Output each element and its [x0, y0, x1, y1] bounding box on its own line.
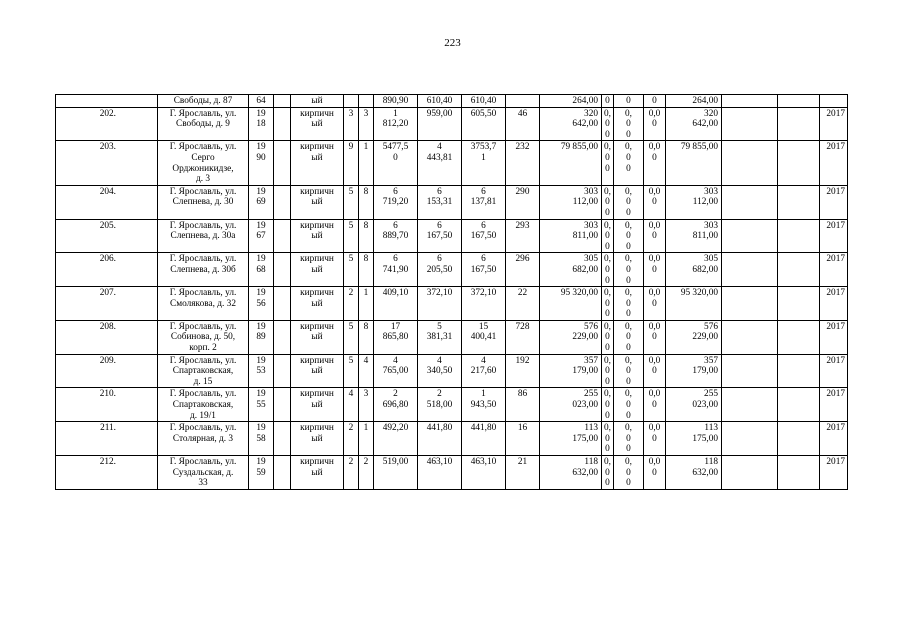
cell-living-area: 6 153,31: [418, 185, 462, 219]
cell-total-cost: 113 175,00: [666, 422, 722, 456]
cell-wall-material: кирпичн ый: [291, 107, 344, 141]
cell-floors: 5: [344, 219, 359, 253]
cell-cost-share-b: 0, 0 0: [614, 219, 644, 253]
cell-living-area: 2 518,00: [418, 388, 462, 422]
cell-floors: 5: [344, 354, 359, 388]
cell-entrances: 4: [359, 354, 374, 388]
cell-year-planned: 2017: [820, 456, 848, 490]
cell-blank-c: [778, 388, 820, 422]
cell-blank-b: [722, 107, 778, 141]
cell-year-planned: 2017: [820, 388, 848, 422]
cell-blank-c: [778, 185, 820, 219]
cell-wall-material: кирпичн ый: [291, 354, 344, 388]
cell-cost-share-c: 0,0 0: [644, 456, 666, 490]
cell-residential-area: 610,40: [462, 95, 506, 108]
table-row: [56, 95, 848, 108]
cell-cost: 255 023,00: [540, 388, 602, 422]
cell-living-area: 4 443,81: [418, 141, 462, 185]
cell-cost: 79 855,00: [540, 141, 602, 185]
cell-row-number: 208.: [56, 320, 158, 354]
cell-cost-share-b: 0, 0 0: [614, 141, 644, 185]
cell-cost-share-c: 0: [644, 95, 666, 108]
cell-blank-a: [274, 287, 291, 321]
cell-row-number: 212.: [56, 456, 158, 490]
table-row: [56, 141, 848, 185]
cell-residents: 21: [506, 456, 540, 490]
cell-year-built: 19 67: [249, 219, 274, 253]
cell-wall-material: кирпичн ый: [291, 456, 344, 490]
cell-blank-a: [274, 456, 291, 490]
table-row: [56, 107, 848, 141]
cell-residential-area: 4 217,60: [462, 354, 506, 388]
cell-entrances: 8: [359, 253, 374, 287]
cell-blank-b: [722, 141, 778, 185]
cell-blank-b: [722, 354, 778, 388]
cell-cost: 95 320,00: [540, 287, 602, 321]
cell-entrances: 1: [359, 287, 374, 321]
cell-cost-share-c: 0,0 0: [644, 388, 666, 422]
cell-residential-area: 605,50: [462, 107, 506, 141]
cell-residential-area: 6 167,50: [462, 253, 506, 287]
cell-residential-area: 6 167,50: [462, 219, 506, 253]
cell-entrances: 3: [359, 107, 374, 141]
cell-total-area: 6 719,20: [374, 185, 418, 219]
cell-cost-share-a: 0, 0 0: [602, 320, 614, 354]
cell-entrances: 8: [359, 185, 374, 219]
cell-year-planned: 2017: [820, 219, 848, 253]
cell-blank-b: [722, 287, 778, 321]
cell-cost-share-a: 0, 0 0: [602, 354, 614, 388]
cell-address: Г. Ярославль, ул. Слепнева, д. 30а: [158, 219, 249, 253]
table-row: [56, 422, 848, 456]
cell-cost: 576 229,00: [540, 320, 602, 354]
cell-blank-b: [722, 253, 778, 287]
cell-cost-share-b: 0, 0 0: [614, 354, 644, 388]
cell-wall-material: кирпичн ый: [291, 141, 344, 185]
cell-blank-a: [274, 219, 291, 253]
cell-total-area: 519,00: [374, 456, 418, 490]
cell-cost-share-a: 0, 0 0: [602, 456, 614, 490]
cell-wall-material: кирпичн ый: [291, 219, 344, 253]
cell-year-built: 64: [249, 95, 274, 108]
cell-floors: 2: [344, 456, 359, 490]
cell-cost-share-a: 0, 0 0: [602, 388, 614, 422]
cell-blank-a: [274, 141, 291, 185]
cell-total-cost: 320 642,00: [666, 107, 722, 141]
cell-total-area: 492,20: [374, 422, 418, 456]
cell-living-area: 441,80: [418, 422, 462, 456]
cell-year-built: 19 89: [249, 320, 274, 354]
cell-blank-a: [274, 185, 291, 219]
cell-total-area: 17 865,80: [374, 320, 418, 354]
cell-cost-share-c: 0,0 0: [644, 422, 666, 456]
cell-cost: 118 632,00: [540, 456, 602, 490]
cell-living-area: 6 167,50: [418, 219, 462, 253]
cell-total-cost: 118 632,00: [666, 456, 722, 490]
cell-residents: 192: [506, 354, 540, 388]
cell-row-number: 210.: [56, 388, 158, 422]
cell-cost: 357 179,00: [540, 354, 602, 388]
cell-blank-b: [722, 320, 778, 354]
cell-floors: 5: [344, 253, 359, 287]
cell-row-number: 204.: [56, 185, 158, 219]
cell-floors: 2: [344, 422, 359, 456]
table-row: [56, 219, 848, 253]
cell-cost: 113 175,00: [540, 422, 602, 456]
cell-living-area: 5 381,31: [418, 320, 462, 354]
cell-address: Свободы, д. 87: [158, 95, 249, 108]
cell-cost-share-b: 0, 0 0: [614, 185, 644, 219]
cell-wall-material: кирпичн ый: [291, 320, 344, 354]
cell-cost-share-a: 0, 0 0: [602, 287, 614, 321]
cell-residential-area: 1 943,50: [462, 388, 506, 422]
cell-cost-share-c: 0,0 0: [644, 141, 666, 185]
cell-blank-c: [778, 95, 820, 108]
cell-residents: 46: [506, 107, 540, 141]
cell-wall-material: кирпичн ый: [291, 253, 344, 287]
cell-cost-share-a: 0, 0 0: [602, 253, 614, 287]
cell-floors: 3: [344, 107, 359, 141]
cell-year-built: 19 69: [249, 185, 274, 219]
cell-residents: 296: [506, 253, 540, 287]
cell-floors: 4: [344, 388, 359, 422]
table-row: [56, 253, 848, 287]
cell-year-built: 19 90: [249, 141, 274, 185]
cell-residents: 290: [506, 185, 540, 219]
cell-blank-a: [274, 388, 291, 422]
table-row: [56, 320, 848, 354]
page-number: 223: [444, 37, 461, 49]
cell-entrances: 1: [359, 422, 374, 456]
cell-wall-material: кирпичн ый: [291, 422, 344, 456]
cell-address: Г. Ярославль, ул. Спартаковская, д. 15: [158, 354, 249, 388]
cell-residents: 293: [506, 219, 540, 253]
cell-year-built: 19 59: [249, 456, 274, 490]
cell-living-area: 372,10: [418, 287, 462, 321]
cell-entrances: 8: [359, 219, 374, 253]
cell-residential-area: 441,80: [462, 422, 506, 456]
cell-address: Г. Ярославль, ул. Спартаковская, д. 19/1: [158, 388, 249, 422]
cell-cost-share-b: 0, 0 0: [614, 253, 644, 287]
cell-residential-area: 3753,7 1: [462, 141, 506, 185]
cell-year-built: 19 53: [249, 354, 274, 388]
cell-cost-share-b: 0, 0 0: [614, 422, 644, 456]
cell-total-area: 6 889,70: [374, 219, 418, 253]
cell-living-area: 959,00: [418, 107, 462, 141]
cell-residential-area: 6 137,81: [462, 185, 506, 219]
cell-floors: 5: [344, 320, 359, 354]
cell-address: Г. Ярославль, ул. Слепнева, д. 30б: [158, 253, 249, 287]
cell-living-area: 463,10: [418, 456, 462, 490]
cell-year-planned: 2017: [820, 354, 848, 388]
cell-year-planned: 2017: [820, 253, 848, 287]
cell-residential-area: 372,10: [462, 287, 506, 321]
cell-year-planned: 2017: [820, 185, 848, 219]
cell-year-built: 19 68: [249, 253, 274, 287]
cell-cost-share-c: 0,0 0: [644, 320, 666, 354]
cell-address: Г. Ярославль, ул. Столярная, д. 3: [158, 422, 249, 456]
cell-year-planned: 2017: [820, 141, 848, 185]
cell-cost-share-b: 0, 0 0: [614, 388, 644, 422]
cell-blank-a: [274, 422, 291, 456]
cell-total-area: 409,10: [374, 287, 418, 321]
cell-row-number: 211.: [56, 422, 158, 456]
cell-cost-share-c: 0,0 0: [644, 287, 666, 321]
cell-blank-a: [274, 253, 291, 287]
cell-total-area: 4 765,00: [374, 354, 418, 388]
cell-floors: 2: [344, 287, 359, 321]
cell-total-cost: 576 229,00: [666, 320, 722, 354]
cell-total-area: 2 696,80: [374, 388, 418, 422]
cell-year-planned: [820, 95, 848, 108]
cell-residential-area: 15 400,41: [462, 320, 506, 354]
housing-register-table: [55, 94, 848, 490]
cell-row-number: 207.: [56, 287, 158, 321]
cell-row-number: 202.: [56, 107, 158, 141]
cell-total-cost: 264,00: [666, 95, 722, 108]
cell-year-built: 19 18: [249, 107, 274, 141]
cell-cost-share-a: 0: [602, 95, 614, 108]
cell-cost: 303 112,00: [540, 185, 602, 219]
cell-cost-share-a: 0, 0 0: [602, 219, 614, 253]
cell-year-planned: 2017: [820, 107, 848, 141]
cell-blank-c: [778, 141, 820, 185]
table-row: [56, 456, 848, 490]
cell-total-cost: 357 179,00: [666, 354, 722, 388]
cell-living-area: 6 205,50: [418, 253, 462, 287]
table-row: [56, 354, 848, 388]
cell-residents: 16: [506, 422, 540, 456]
cell-blank-c: [778, 456, 820, 490]
cell-wall-material: ый: [291, 95, 344, 108]
cell-blank-a: [274, 107, 291, 141]
cell-blank-b: [722, 388, 778, 422]
cell-row-number: 205.: [56, 219, 158, 253]
cell-row-number: 203.: [56, 141, 158, 185]
cell-blank-a: [274, 354, 291, 388]
cell-living-area: 610,40: [418, 95, 462, 108]
cell-blank-c: [778, 219, 820, 253]
cell-residents: 728: [506, 320, 540, 354]
cell-residents: [506, 95, 540, 108]
cell-wall-material: кирпичн ый: [291, 185, 344, 219]
cell-total-area: 6 741,90: [374, 253, 418, 287]
cell-entrances: 3: [359, 388, 374, 422]
cell-wall-material: кирпичн ый: [291, 287, 344, 321]
table-body: [56, 95, 848, 490]
cell-cost-share-a: 0, 0 0: [602, 185, 614, 219]
cell-blank-b: [722, 422, 778, 456]
cell-cost-share-c: 0,0 0: [644, 354, 666, 388]
cell-residents: 22: [506, 287, 540, 321]
cell-residents: 232: [506, 141, 540, 185]
cell-blank-c: [778, 354, 820, 388]
cell-row-number: 206.: [56, 253, 158, 287]
cell-cost-share-b: 0, 0 0: [614, 456, 644, 490]
cell-cost-share-c: 0,0 0: [644, 107, 666, 141]
cell-cost-share-a: 0, 0 0: [602, 422, 614, 456]
cell-total-area: 1 812,20: [374, 107, 418, 141]
cell-entrances: 2: [359, 456, 374, 490]
cell-blank-c: [778, 320, 820, 354]
cell-residential-area: 463,10: [462, 456, 506, 490]
cell-blank-a: [274, 320, 291, 354]
cell-year-planned: 2017: [820, 422, 848, 456]
cell-year-built: 19 58: [249, 422, 274, 456]
cell-floors: 5: [344, 185, 359, 219]
cell-total-cost: 303 112,00: [666, 185, 722, 219]
table-row: [56, 388, 848, 422]
cell-cost-share-b: 0: [614, 95, 644, 108]
cell-cost-share-b: 0, 0 0: [614, 287, 644, 321]
cell-cost-share-c: 0,0 0: [644, 185, 666, 219]
cell-blank-b: [722, 185, 778, 219]
cell-cost: 303 811,00: [540, 219, 602, 253]
cell-cost-share-a: 0, 0 0: [602, 141, 614, 185]
cell-address: Г. Ярославль, ул. Собинова, д. 50, корп. 2: [158, 320, 249, 354]
cell-floors: 9: [344, 141, 359, 185]
cell-total-cost: 95 320,00: [666, 287, 722, 321]
cell-row-number: [56, 95, 158, 108]
cell-blank-b: [722, 456, 778, 490]
cell-blank-c: [778, 253, 820, 287]
cell-total-area: 890,90: [374, 95, 418, 108]
cell-cost-share-a: 0, 0 0: [602, 107, 614, 141]
table-row: [56, 287, 848, 321]
cell-cost-share-b: 0, 0 0: [614, 320, 644, 354]
cell-total-area: 5477,5 0: [374, 141, 418, 185]
table-row: [56, 185, 848, 219]
cell-cost: 305 682,00: [540, 253, 602, 287]
cell-blank-c: [778, 107, 820, 141]
cell-blank-a: [274, 95, 291, 108]
cell-cost: 320 642,00: [540, 107, 602, 141]
cell-cost: 264,00: [540, 95, 602, 108]
cell-address: Г. Ярославль, ул. Серго Орджоникидзе, д. 3: [158, 141, 249, 185]
cell-address: Г. Ярославль, ул. Свободы, д. 9: [158, 107, 249, 141]
cell-wall-material: кирпичн ый: [291, 388, 344, 422]
cell-cost-share-b: 0, 0 0: [614, 107, 644, 141]
cell-entrances: 8: [359, 320, 374, 354]
cell-total-cost: 305 682,00: [666, 253, 722, 287]
cell-blank-b: [722, 95, 778, 108]
cell-address: Г. Ярославль, ул. Слепнева, д. 30: [158, 185, 249, 219]
cell-residents: 86: [506, 388, 540, 422]
cell-year-built: 19 55: [249, 388, 274, 422]
cell-row-number: 209.: [56, 354, 158, 388]
cell-living-area: 4 340,50: [418, 354, 462, 388]
cell-blank-c: [778, 422, 820, 456]
cell-entrances: 1: [359, 141, 374, 185]
cell-address: Г. Ярославль, ул. Суздальская, д. 33: [158, 456, 249, 490]
cell-blank-b: [722, 219, 778, 253]
cell-address: Г. Ярославль, ул. Смолякова, д. 32: [158, 287, 249, 321]
cell-total-cost: 255 023,00: [666, 388, 722, 422]
cell-year-planned: 2017: [820, 287, 848, 321]
cell-total-cost: 79 855,00: [666, 141, 722, 185]
cell-year-built: 19 56: [249, 287, 274, 321]
cell-cost-share-c: 0,0 0: [644, 219, 666, 253]
cell-cost-share-c: 0,0 0: [644, 253, 666, 287]
cell-entrances: [359, 95, 374, 108]
cell-year-planned: 2017: [820, 320, 848, 354]
cell-floors: [344, 95, 359, 108]
cell-blank-c: [778, 287, 820, 321]
cell-total-cost: 303 811,00: [666, 219, 722, 253]
